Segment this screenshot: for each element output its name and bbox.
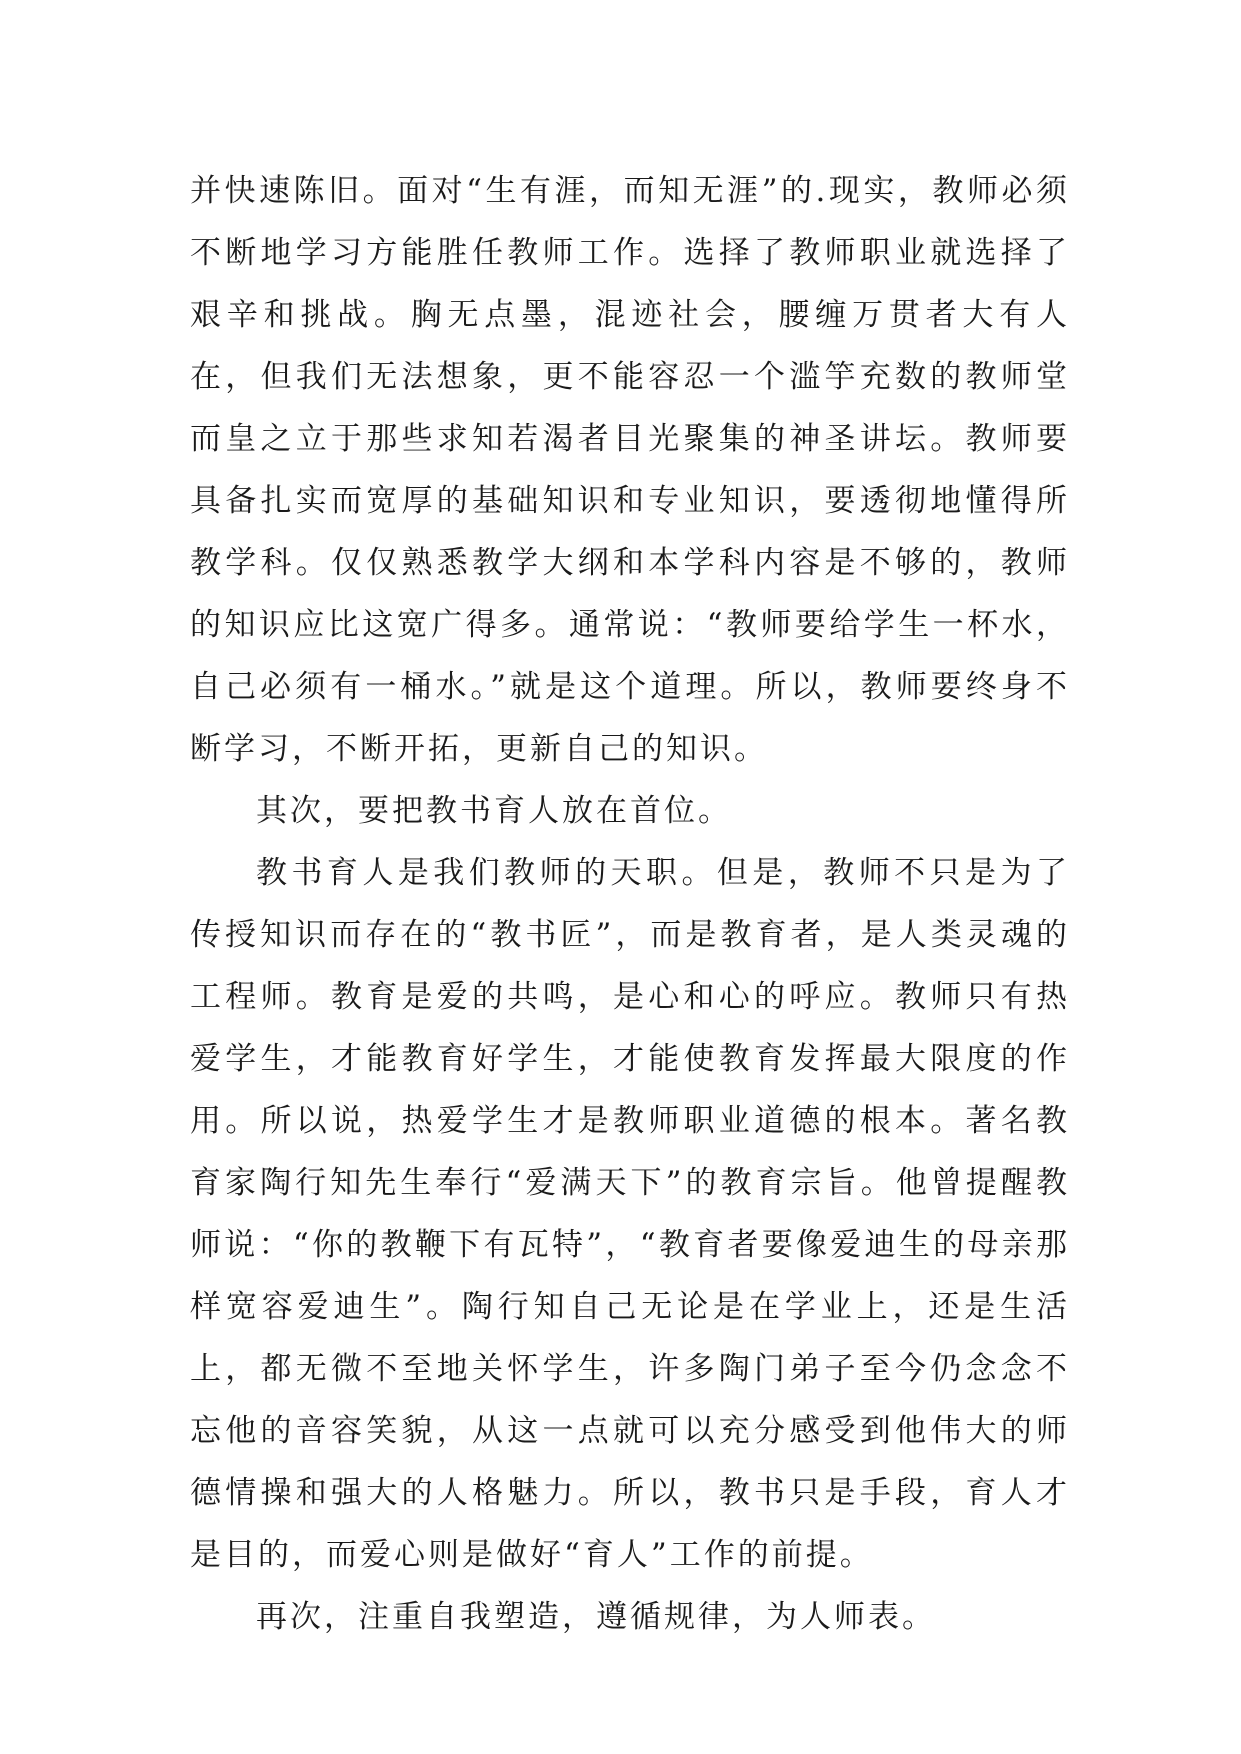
- document-body: [190, 160, 1070, 1648]
- paragraph-continuation: 并快速陈旧。面对“生有涯，而知无涯”的.现实，教师必须不断地学习方能胜任教师工作。选择了教师职业就选择了艰辛和挑战。胸无点墨，混迹社会，腰缠万贯者大有人在，但我们无法想象，更不能容忍一个滥竽充数的教师堂而皇之立于那些求知若渴者目光聚集的神圣讲坛。教师要具备扎实而宽厚的基础知识和专业知识，要透彻地懂得所教学科。仅仅熟悉教学大纲和本学科内容是不够的，教师的知识应比这宽广得多。通常说：“教师要给学生一杯水，自己必须有一桶水。”就是这个道理。所以，教师要终身不断学习，不断开拓，更新自己的知识。: [190, 173, 1070, 767]
- paragraph-teaching-and-educating: 教书育人是我们教师的天职。但是，教师不只是为了传授知识而存在的“教书匠”，而是教育者，是人类灵魂的工程师。教育是爱的共鸣，是心和心的呼应。教师只有热爱学生，才能教育好学生，才能使教育发挥最大限度的作用。所以说，热爱学生才是教师职业道德的根本。著名教育家陶行知先生奉行“爱满天下”的教育宗旨。他曾提醒教师说：“你的教鞭下有瓦特”，“教育者要像爱迪生的母亲那样宽容爱迪生”。陶行知自己无论是在学业上，还是生活上，都无微不至地关怀学生，许多陶门弟子至今仍念念不忘他的音容笑貌，从这一点就可以充分感受到他伟大的师德情操和强大的人格魅力。所以，教书只是手段，育人才是目的，而爱心则是做好“育人”工作的前提。: [190, 855, 1070, 1573]
- paragraph-second-point-heading: 其次，要把教书育人放在首位。: [256, 793, 732, 829]
- paragraph-third-point-heading: 再次，注重自我塑造，遵循规律，为人师表。: [256, 1599, 936, 1635]
